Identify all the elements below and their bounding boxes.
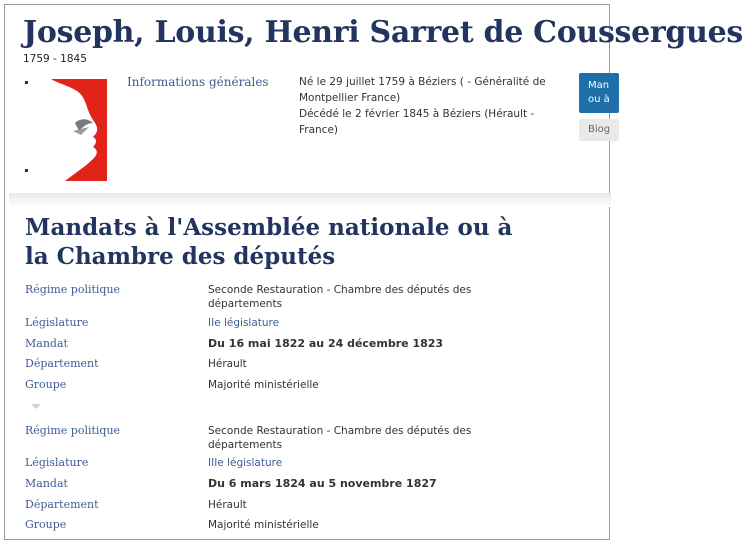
departement-label: Département	[25, 498, 99, 511]
section-title: Mandats à l'Assemblée nationale ou à la Chambre des députés	[25, 214, 513, 270]
departement-value: Hérault	[208, 358, 247, 370]
mandate-2-mandat-row	[25, 477, 585, 491]
mandates-button-line1: Man	[588, 80, 610, 91]
regime-label: Régime politique	[25, 424, 121, 437]
groupe-label: Groupe	[25, 378, 67, 391]
mandate-2-regime-row	[25, 424, 585, 452]
biography-button[interactable]: Biog	[579, 119, 619, 141]
groupe-value: Majorité ministérielle	[208, 379, 319, 391]
general-info-label: Informations générales	[127, 75, 269, 89]
groupe-value: Majorité ministérielle	[208, 519, 319, 531]
regime-value: Seconde Restauration - Chambre des députés des départements	[208, 284, 472, 310]
mandate-1-legislature-row	[25, 316, 585, 330]
mandate-2-departement-row	[25, 498, 585, 512]
mandates-button-line2: ou à	[588, 94, 610, 105]
mandate-2-groupe-row	[25, 518, 585, 532]
mandat-value: Du 6 mars 1824 au 5 novembre 1827	[208, 477, 437, 490]
legislature-label: Législature	[25, 456, 89, 469]
marianne-logo-icon	[23, 73, 107, 181]
chevron-down-icon[interactable]	[31, 404, 41, 409]
departement-value: Hérault	[208, 499, 247, 511]
mandate-2-legislature-row	[25, 456, 585, 470]
bio-block	[299, 74, 554, 138]
mandate-1-groupe-row	[25, 378, 585, 392]
mandate-1-regime-row	[25, 283, 585, 311]
section-divider	[9, 193, 611, 207]
departement-label: Département	[25, 357, 99, 370]
legislature-link[interactable]: IIe législature	[208, 317, 280, 329]
mandat-value: Du 16 mai 1822 au 24 décembre 1823	[208, 337, 444, 350]
birth-info: Né le 29 juillet 1759 à Béziers ( - Généralité de Montpellier France)	[299, 76, 546, 104]
mandat-label: Mandat	[25, 477, 68, 490]
mandates-button[interactable]	[579, 73, 619, 113]
regime-label: Régime politique	[25, 283, 121, 296]
death-info: Décédé le 2 février 1845 à Béziers (Hérault - France)	[299, 108, 535, 136]
life-dates: 1759 - 1845	[23, 53, 87, 65]
page-title: Joseph, Louis, Henri Sarret de Coussergues	[23, 15, 743, 50]
mandat-label: Mandat	[25, 337, 68, 350]
legislature-label: Législature	[25, 316, 89, 329]
regime-value: Seconde Restauration - Chambre des députés des départements	[208, 425, 472, 451]
legislature-link[interactable]: IIIe législature	[208, 457, 283, 469]
page-frame	[4, 4, 743, 540]
groupe-label: Groupe	[25, 518, 67, 531]
mandate-1-departement-row	[25, 357, 585, 371]
mandate-1-mandat-row	[25, 337, 585, 351]
